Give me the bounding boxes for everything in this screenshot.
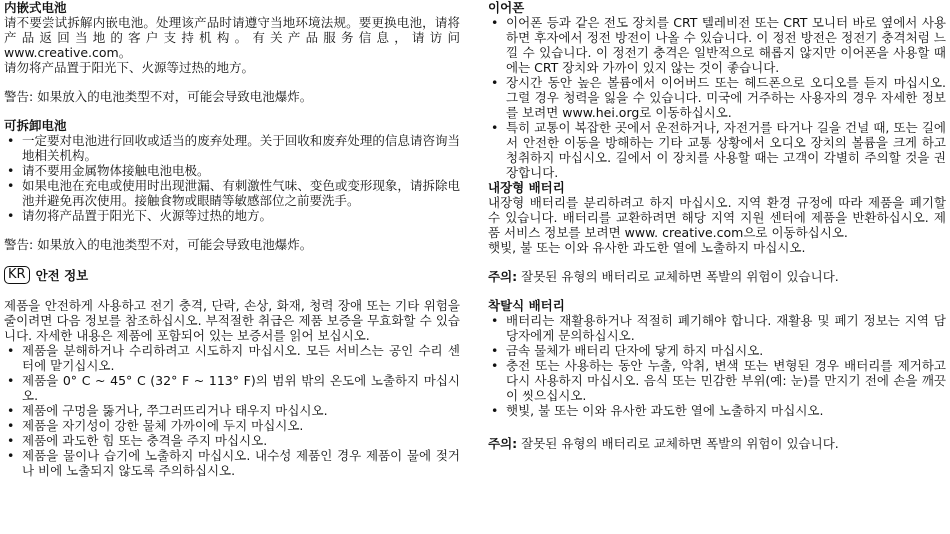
list-item: • 충전 또는 사용하는 동안 누출, 악취, 변색 또는 변형된 경우 배터리를 제거하고 다시 사용하지 마십시오. 음식 또는 민감한 부위(예: 눈)를 만지기 전에 손을 깨끗이 씻으십시오. — [488, 358, 946, 403]
list-item: • 배터리는 재활용하거나 적절히 폐기해야 합니다. 재활용 및 폐기 정보는 지역 담당자에게 문의하십시오. — [488, 313, 946, 343]
caution-label: 주의: — [488, 269, 518, 284]
removable-battery-list — [4, 133, 460, 223]
internal-battery-heading: 내장형 배터리 — [488, 180, 565, 195]
earphone-list — [488, 15, 946, 180]
list-item: • 请勿将产品置于阳光下、火源等过热的地方。 — [4, 208, 460, 223]
list-item: • 如果电池在充电或使用时出现泄漏、有刺激性气味、变色或变形现象，请拆除电池并避免再次使用。接触食物或眼睛等敏感部位之前要洗手。 — [4, 178, 460, 208]
list-item: • 특히 교통이 복잡한 곳에서 운전하거나, 자전거를 타거나 길을 건널 때, 또는 길에서 안전한 이동을 방해하는 기타 교통 상황에서 오디오 장치의 볼륨을 크게 하고 청취하지 마십시오. 길에서 이 장치를 사용할 때는 고객이 각별히 주의할 것을 권장합니다. — [488, 120, 946, 180]
kr-safety-heading: 안전 정보 — [35, 267, 89, 283]
list-item: • 햇빛, 불 또는 이와 유사한 과도한 열에 노출하지 마십시오. — [488, 403, 946, 418]
removable-battery-heading: 可拆卸电池 — [4, 118, 67, 133]
kr-safety-intro: 제품을 안전하게 사용하고 전기 충격, 단락, 손상, 화재, 청력 장애 또는 기타 위험을 줄이려면 다음 정보를 참조하십시오. 부적절한 취급은 제품 보증을 무효화할 수 있습니다. 자세한 내용은 제품에 포함되어 있는 보증서를 읽어 보십시오. — [4, 298, 460, 343]
list-item: • 금속 물체가 배터리 단자에 닿게 하지 마십시오. — [488, 343, 946, 358]
warning-label: 警告: — [4, 89, 34, 104]
kr-safety-heading-row — [4, 266, 460, 284]
list-item: • 제품을 자기성이 강한 물체 가까이에 두지 마십시오. — [4, 418, 460, 433]
kr-badge: KR — [4, 266, 30, 284]
removable-battery-kr-list — [488, 313, 946, 418]
list-item: • 제품에 과도한 힘 또는 충격을 주지 마십시오. — [4, 433, 460, 448]
caution-label: 주의: — [488, 436, 518, 451]
list-item: • 一定要对电池进行回收或适当的废弃处理。关于回收和废弃处理的信息请咨询当地相关机构。 — [4, 133, 460, 163]
built-in-battery-heat-text: 请勿将产品置于阳光下、火源等过热的地方。 — [4, 60, 255, 75]
warning-2 — [4, 237, 460, 252]
caution-2 — [488, 436, 946, 451]
removable-battery-kr-heading: 착탈식 배터리 — [488, 298, 565, 313]
built-in-battery-heading: 内嵌式电池 — [4, 0, 67, 15]
caution-text: 잘못된 유형의 배터리로 교체하면 폭발의 위험이 있습니다. — [521, 269, 839, 284]
list-item: • 장시간 동안 높은 볼륨에서 이어버드 또는 헤드폰으로 오디오를 듣지 마십시오. 그럴 경우 청력을 잃을 수 있습니다. 미국에 거주하는 사용자의 경우 자세한 정보를 보려면 www.hei.org로 이동하십시오. — [488, 75, 946, 120]
right-column — [488, 0, 946, 451]
warning-1 — [4, 89, 460, 104]
list-item: • 제품을 0° C ~ 45° C (32° F ~ 113° F)의 범위 밖의 온도에 노출하지 마십시오. — [4, 373, 460, 403]
left-column — [4, 0, 460, 478]
list-item: • 제품에 구멍을 뚫거나, 쭈그러뜨리거나 태우지 마십시오. — [4, 403, 460, 418]
list-item: • 이어폰 등과 같은 전도 장치를 CRT 텔레비전 또는 CRT 모니터 바로 옆에서 사용하면 후자에서 정전 방전이 나올 수 있습니다. 이 정전 방전은 정전기 충격처럼 느낄 수 있습니다. 이 정전기 충격은 일반적으로 해롭지 않지만 이어폰을 사용할 때에는 CRT 장치와 가까이 있지 않는 것이 좋습니다. — [488, 15, 946, 75]
list-item: • 请不要用金属物体接触电池电极。 — [4, 163, 460, 178]
internal-battery-text: 내장형 배터리를 분리하려고 하지 마십시오. 지역 환경 규정에 따라 제품을 폐기할 수 있습니다. 배터리를 교환하려면 해당 지역 지원 센터에 제품을 반환하십시오. 제품 서비스 정보를 보려면 www. creative.com으로 이동하십시오. — [488, 195, 946, 240]
kr-safety-list — [4, 343, 460, 478]
internal-battery-heat-text: 햇빛, 불 또는 이와 유사한 과도한 열에 노출하지 마십시오. — [488, 240, 806, 255]
warning-text: 如果放入的电池类型不对，可能会导致电池爆炸。 — [37, 89, 313, 104]
earphone-heading: 이어폰 — [488, 0, 525, 15]
built-in-battery-text: 请不要尝试拆解内嵌电池。处理该产品时请遵守当地环境法规。要更换电池，请将产品返回当地的客户支持机构。有关产品服务信息，请访问 www.creative.com。 — [4, 15, 460, 60]
warning-text: 如果放入的电池类型不对，可能会导致电池爆炸。 — [37, 237, 313, 252]
caution-1 — [488, 269, 946, 284]
list-item: • 제품을 물이나 습기에 노출하지 마십시오. 내수성 제품인 경우 제품이 물에 젖거나 비에 노출되지 않도록 주의하십시오. — [4, 448, 460, 478]
caution-text: 잘못된 유형의 배터리로 교체하면 폭발의 위험이 있습니다. — [521, 436, 839, 451]
warning-label: 警告: — [4, 237, 34, 252]
list-item: • 제품을 분해하거나 수리하려고 시도하지 마십시오. 모든 서비스는 공인 수리 센터에 맡기십시오. — [4, 343, 460, 373]
